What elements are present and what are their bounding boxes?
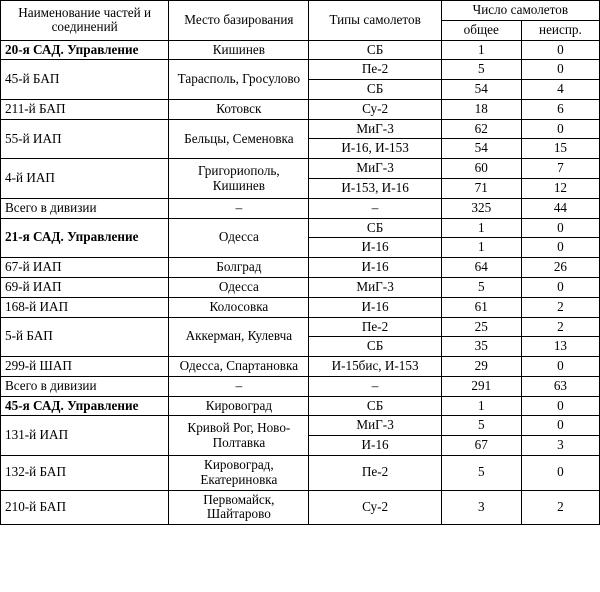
cell-count-total: 1 (441, 40, 521, 60)
cell-aircraft-types: И-16 (309, 297, 441, 317)
cell-count-total: 62 (441, 119, 521, 139)
cell-unit-name: 299-й ШАП (1, 357, 169, 377)
cell-aircraft-types: И-16 (309, 258, 441, 278)
cell-count-total: 71 (441, 179, 521, 199)
cell-base-location: Болград (169, 258, 309, 278)
cell-aircraft-types: – (309, 376, 441, 396)
cell-count-broken: 0 (521, 60, 599, 80)
cell-base-location: Котовск (169, 99, 309, 119)
table-row (1, 99, 600, 119)
cell-unit-name: Всего в дивизии (1, 198, 169, 218)
column-header-types: Типы самолетов (309, 1, 441, 41)
cell-count-total: 1 (441, 218, 521, 238)
cell-count-total: 5 (441, 455, 521, 490)
cell-unit-name: 5-й БАП (1, 317, 169, 357)
cell-base-location: Одесса (169, 218, 309, 258)
cell-aircraft-types: Пе-2 (309, 455, 441, 490)
table-header (1, 1, 600, 41)
cell-aircraft-types: И-16 (309, 436, 441, 456)
cell-base-location: Кировоград (169, 396, 309, 416)
cell-unit-name: 45-й БАП (1, 60, 169, 100)
cell-unit-name: 21-я САД. Управление (1, 218, 169, 258)
table-row (1, 198, 600, 218)
cell-count-broken: 15 (521, 139, 599, 159)
cell-count-total: 25 (441, 317, 521, 337)
cell-unit-name: 45-я САД. Управление (1, 396, 169, 416)
cell-aircraft-types: Су-2 (309, 99, 441, 119)
table-row (1, 159, 600, 179)
cell-count-broken: 6 (521, 99, 599, 119)
cell-aircraft-types: И-16 (309, 238, 441, 258)
cell-base-location: Кривой Рог, Ново-Полтавка (169, 416, 309, 456)
cell-count-total: 54 (441, 139, 521, 159)
table-row (1, 297, 600, 317)
cell-unit-name: 67-й ИАП (1, 258, 169, 278)
cell-base-location: Аккерман, Кулевча (169, 317, 309, 357)
cell-aircraft-types: СБ (309, 218, 441, 238)
cell-count-broken: 0 (521, 396, 599, 416)
cell-base-location: Бельцы, Семеновка (169, 119, 309, 159)
cell-unit-name: 210-й БАП (1, 490, 169, 525)
cell-count-total: 54 (441, 80, 521, 100)
column-header-count-group: Число самолетов (441, 1, 599, 21)
cell-base-location: Колосовка (169, 297, 309, 317)
cell-aircraft-types: И-16, И-153 (309, 139, 441, 159)
table-row (1, 60, 600, 80)
cell-count-total: 18 (441, 99, 521, 119)
table-row (1, 490, 600, 525)
cell-base-location: Кировоград, Екатериновка (169, 455, 309, 490)
table-row (1, 396, 600, 416)
cell-count-broken: 63 (521, 376, 599, 396)
cell-count-broken: 0 (521, 40, 599, 60)
cell-count-total: 291 (441, 376, 521, 396)
table-row (1, 40, 600, 60)
cell-count-total: 60 (441, 159, 521, 179)
cell-count-broken: 0 (521, 416, 599, 436)
cell-count-total: 1 (441, 238, 521, 258)
cell-aircraft-types: И-153, И-16 (309, 179, 441, 199)
table-row (1, 258, 600, 278)
column-header-base: Место базирования (169, 1, 309, 41)
table-row (1, 455, 600, 490)
cell-unit-name: Всего в дивизии (1, 376, 169, 396)
cell-base-location: – (169, 376, 309, 396)
column-header-unit: Наименование частей и соединений (1, 1, 169, 41)
cell-base-location: Тарасполь, Гросулово (169, 60, 309, 100)
cell-count-broken: 44 (521, 198, 599, 218)
cell-aircraft-types: – (309, 198, 441, 218)
cell-base-location: Первомайск, Шайтарово (169, 490, 309, 525)
cell-count-total: 29 (441, 357, 521, 377)
cell-count-total: 325 (441, 198, 521, 218)
cell-unit-name: 211-й БАП (1, 99, 169, 119)
table-row (1, 376, 600, 396)
cell-aircraft-types: СБ (309, 337, 441, 357)
cell-aircraft-types: МиГ-3 (309, 159, 441, 179)
column-header-count-broken: неиспр. (521, 20, 599, 40)
cell-count-total: 67 (441, 436, 521, 456)
cell-count-broken: 3 (521, 436, 599, 456)
cell-aircraft-types: И-15бис, И-153 (309, 357, 441, 377)
cell-count-broken: 2 (521, 317, 599, 337)
cell-count-total: 1 (441, 396, 521, 416)
table-row (1, 119, 600, 139)
cell-aircraft-types: МиГ-3 (309, 277, 441, 297)
cell-count-total: 35 (441, 337, 521, 357)
cell-count-total: 5 (441, 277, 521, 297)
cell-count-broken: 2 (521, 490, 599, 525)
cell-unit-name: 168-й ИАП (1, 297, 169, 317)
cell-base-location: Кишинев (169, 40, 309, 60)
cell-aircraft-types: СБ (309, 80, 441, 100)
cell-count-broken: 0 (521, 455, 599, 490)
cell-aircraft-types: СБ (309, 40, 441, 60)
cell-aircraft-types: СБ (309, 396, 441, 416)
cell-base-location: – (169, 198, 309, 218)
cell-unit-name: 4-й ИАП (1, 159, 169, 199)
cell-count-total: 5 (441, 60, 521, 80)
cell-count-broken: 0 (521, 119, 599, 139)
cell-aircraft-types: МиГ-3 (309, 119, 441, 139)
table-row (1, 357, 600, 377)
table-row (1, 218, 600, 238)
cell-count-total: 61 (441, 297, 521, 317)
cell-unit-name: 20-я САД. Управление (1, 40, 169, 60)
cell-aircraft-types: МиГ-3 (309, 416, 441, 436)
cell-count-broken: 13 (521, 337, 599, 357)
cell-base-location: Григориополь, Кишинев (169, 159, 309, 199)
cell-count-broken: 0 (521, 218, 599, 238)
table-row (1, 277, 600, 297)
cell-count-total: 3 (441, 490, 521, 525)
table-body (1, 40, 600, 525)
cell-count-broken: 0 (521, 277, 599, 297)
cell-aircraft-types: Пе-2 (309, 317, 441, 337)
table-header-row-1 (1, 1, 600, 21)
cell-unit-name: 69-й ИАП (1, 277, 169, 297)
cell-count-broken: 26 (521, 258, 599, 278)
cell-count-broken: 7 (521, 159, 599, 179)
cell-unit-name: 132-й БАП (1, 455, 169, 490)
cell-count-total: 64 (441, 258, 521, 278)
table-row (1, 317, 600, 337)
cell-aircraft-types: Су-2 (309, 490, 441, 525)
cell-base-location: Одесса, Спартановка (169, 357, 309, 377)
cell-unit-name: 55-й ИАП (1, 119, 169, 159)
column-header-count-total: общее (441, 20, 521, 40)
table-row (1, 416, 600, 436)
cell-unit-name: 131-й ИАП (1, 416, 169, 456)
cell-count-total: 5 (441, 416, 521, 436)
cell-count-broken: 4 (521, 80, 599, 100)
cell-count-broken: 12 (521, 179, 599, 199)
cell-aircraft-types: Пе-2 (309, 60, 441, 80)
cell-count-broken: 0 (521, 357, 599, 377)
cell-count-broken: 2 (521, 297, 599, 317)
cell-base-location: Одесса (169, 277, 309, 297)
cell-count-broken: 0 (521, 238, 599, 258)
